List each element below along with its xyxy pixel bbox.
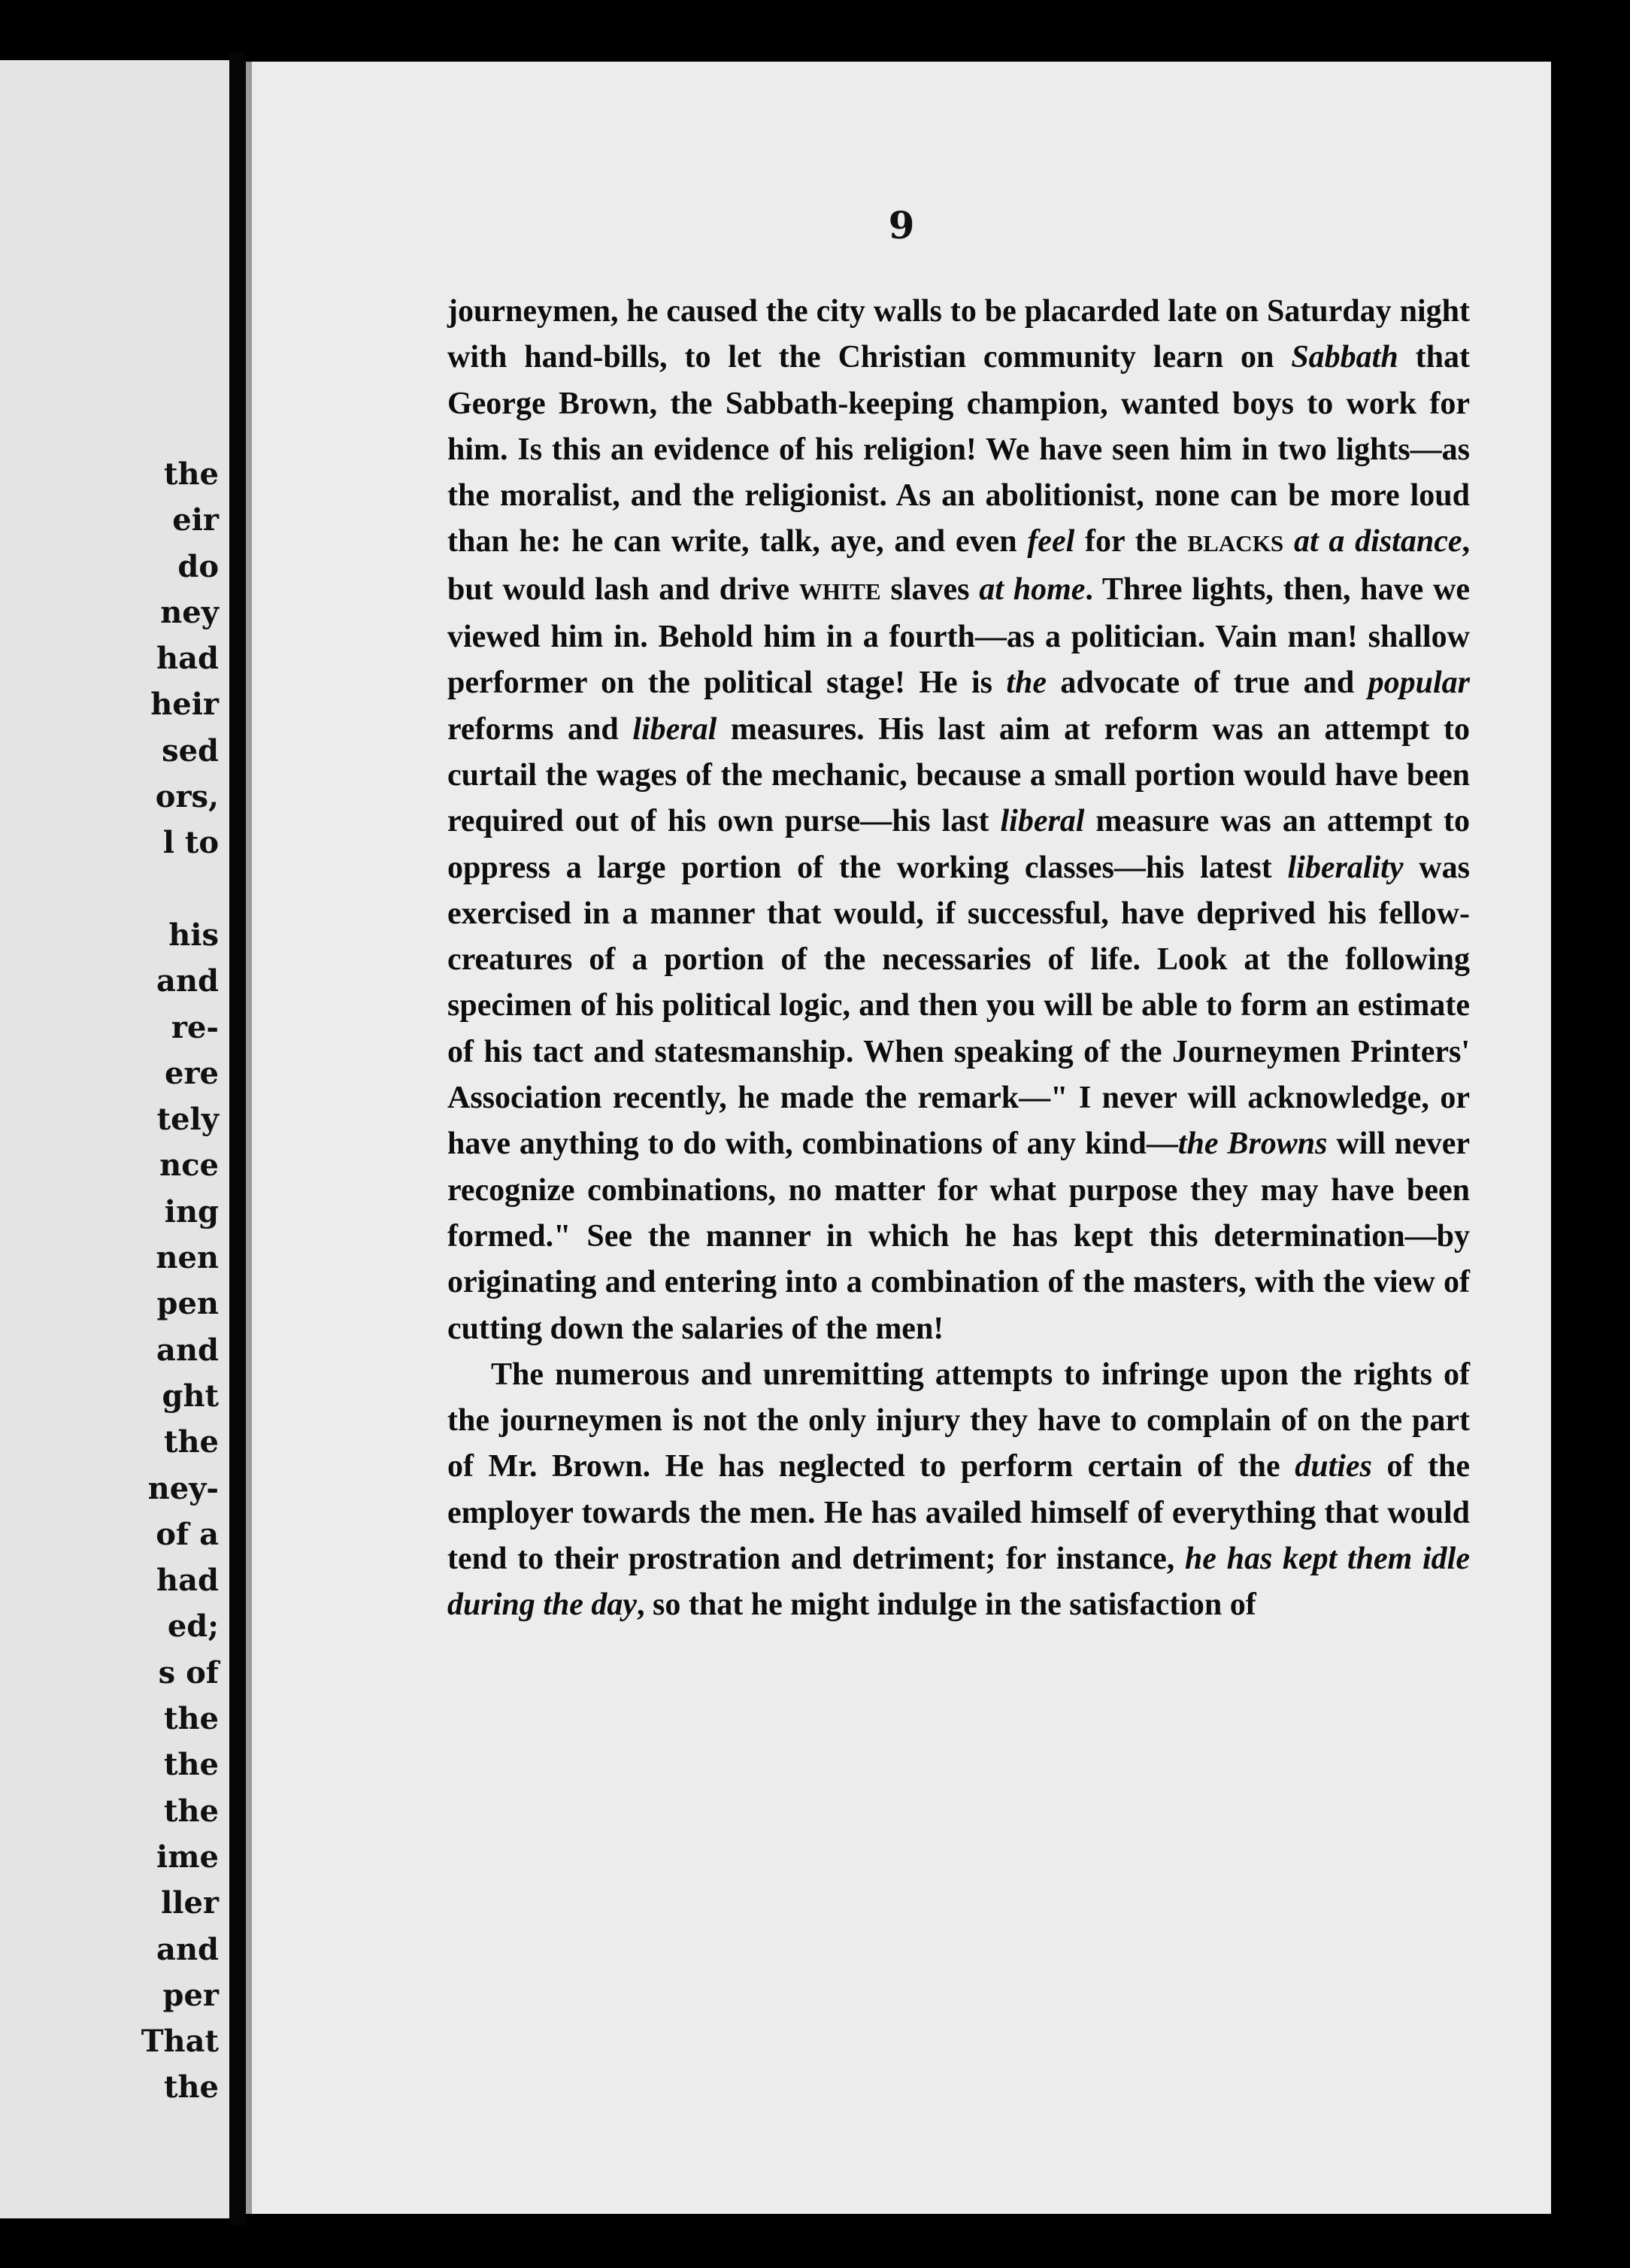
italic-text: liberality <box>1287 850 1404 885</box>
left-fragment-line: ney <box>160 594 219 630</box>
left-fragment-line: tely <box>156 1102 219 1138</box>
italic-text: Sabbath <box>1291 340 1398 375</box>
left-fragment-line: ney- <box>147 1470 219 1506</box>
left-fragment-line: had <box>156 641 219 677</box>
left-fragment-line: ere <box>165 1055 219 1091</box>
left-fragment-line: and <box>156 963 219 999</box>
left-fragment-line: ed; <box>167 1609 219 1645</box>
left-fragment-line: the <box>163 1701 219 1737</box>
left-fragment-line: ors, <box>155 779 219 815</box>
left-fragment-line: the <box>163 1424 219 1460</box>
text-run <box>1283 524 1294 559</box>
text-run: journeymen, he caused the city walls to be placarded late on Saturday night with hand-bills, to let the Christian community learn on <box>447 294 1470 375</box>
left-page-text-fragments <box>141 451 219 2111</box>
text-run: reforms and <box>447 711 633 747</box>
left-fragment-line: per <box>162 1977 219 2013</box>
italic-text: popular <box>1368 666 1470 701</box>
book-gutter <box>229 53 246 2226</box>
text-run: that George Brown, the Sabbath-keeping champion, wanted boys to work for him. Is this an evidence of his religion! We have seen him in two lights—as the moralist, and the religionist. As an abolitionist, none can be more loud than he: he can write, talk, aye, and even <box>447 340 1470 559</box>
left-fragment-line: heir <box>150 687 219 723</box>
italic-text: liberal <box>632 711 717 747</box>
italic-text: at a distance <box>1293 524 1462 559</box>
left-fragment-line: and <box>156 1332 219 1368</box>
paragraph <box>447 1352 1470 1629</box>
left-fragment-line: the <box>163 1793 219 1829</box>
italic-text: the <box>1006 666 1047 701</box>
left-fragment-line: ller <box>161 1885 219 1921</box>
left-fragment-line: eir <box>172 502 219 538</box>
paragraph <box>447 289 1470 1352</box>
left-fragment-line: nen <box>156 1240 219 1276</box>
left-fragment-line: s of <box>158 1654 219 1690</box>
left-fragment-line: sed <box>162 732 219 769</box>
body-text <box>447 289 1470 1629</box>
italic-text: the Browns <box>1177 1126 1328 1162</box>
left-page-edge <box>0 60 229 2218</box>
left-fragment-line: the <box>163 456 219 492</box>
text-run: , so that he might indulge in the satisfaction of <box>637 1587 1256 1623</box>
left-fragment-line: That <box>141 2024 219 2060</box>
left-fragment-line: had <box>156 1563 219 1599</box>
page-number: 9 <box>888 203 915 247</box>
text-run: for the <box>1074 524 1188 559</box>
left-fragment-line: the <box>163 2069 219 2106</box>
text-run: . Three lights, then, have we viewed him in. Behold him in a fourth—as a politician. Vain man! shallow performer on the political stage! He is <box>447 572 1471 701</box>
left-fragment-line: ght <box>162 1378 219 1414</box>
left-fragment-line: l to <box>162 825 219 861</box>
text-run: measures. His last aim at reform was an attempt to curtail the wages of the mechanic, because a small portion would have been required out of his own purse—his last <box>447 711 1470 839</box>
left-fragment-line: pen <box>156 1286 219 1322</box>
text-run: , but would lash and drive <box>447 524 1470 607</box>
left-fragment-line: of a <box>156 1516 219 1552</box>
text-run: will never recognize combinations, no matter for what purpose they may have been formed." See the manner in which he has kept this determination—by originating and entering into a combination of the masters, with the view of cutting down the salaries of the men! <box>447 1126 1470 1346</box>
italic-text: liberal <box>1000 804 1085 839</box>
small-caps-text: BLACKS <box>1187 530 1284 557</box>
left-fragment-line: do <box>177 548 219 584</box>
left-fragment-line: nce <box>159 1148 219 1184</box>
italic-text: feel <box>1027 524 1075 559</box>
left-fragment-line <box>141 866 219 912</box>
text-run: measure was an attempt to oppress a large portion of the working classes—his latest <box>447 804 1470 885</box>
small-caps-text: WHITE <box>798 578 881 605</box>
right-page <box>246 62 1551 2214</box>
left-fragment-line: re- <box>171 1009 219 1045</box>
left-fragment-line: and <box>156 1931 219 1967</box>
text-run: slaves <box>880 572 980 607</box>
text-run: advocate of true and <box>1047 666 1368 701</box>
italic-text: at home <box>979 572 1086 607</box>
text-run: of the employer towards the men. He has availed himself of everything that would tend to their prostration and detriment; for instance, <box>447 1449 1470 1577</box>
text-run: was exercised in a manner that would, if successful, have deprived his fellow-creatures of a portion of the necessaries of life. Look at the following specimen of his political logic, and then you will be able to form an estimate of his tact and statesmanship. When speaking of the Journeymen Printers' Association recently, he made the remark—" I never will acknowledge, or have anything to do with, combinations of any kind— <box>447 850 1470 1162</box>
left-fragment-line: his <box>168 917 219 953</box>
left-fragment-line: ime <box>156 1839 219 1875</box>
left-fragment-line: ing <box>164 1193 219 1230</box>
left-fragment-line: the <box>163 1747 219 1783</box>
italic-text: he has kept them idle during the day <box>447 1542 1470 1623</box>
italic-text: duties <box>1295 1449 1372 1484</box>
text-run: The numerous and unremitting attempts to infringe upon the rights of the journeymen is not the only injury they have to complain of on the part of Mr. Brown. He has neglected to perform certain of the <box>447 1357 1470 1484</box>
